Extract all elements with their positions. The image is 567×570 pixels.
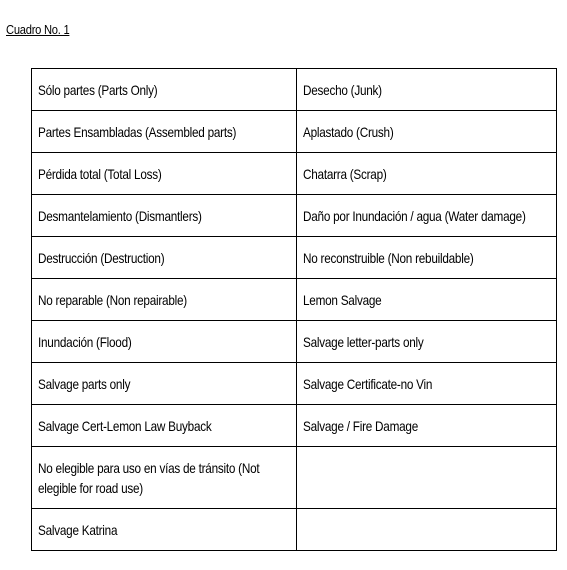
- table-cell: [297, 447, 557, 509]
- table-cell: Salvage Certificate-no Vin: [297, 363, 557, 405]
- table-row: [32, 153, 557, 195]
- table-cell: Salvage Katrina: [32, 509, 297, 551]
- table-row: [32, 279, 557, 321]
- table-cell: Daño por Inundación / agua (Water damage): [297, 195, 557, 237]
- table-cell: Salvage parts only: [32, 363, 297, 405]
- table-row: [32, 321, 557, 363]
- table-cell: No reconstruible (Non rebuildable): [297, 237, 557, 279]
- table-cell: Aplastado (Crush): [297, 111, 557, 153]
- table-cell: Chatarra (Scrap): [297, 153, 557, 195]
- table-row: [32, 363, 557, 405]
- table-cell: Desmantelamiento (Dismantlers): [32, 195, 297, 237]
- table-cell: Sólo partes (Parts Only): [32, 69, 297, 111]
- table-cell: Salvage letter-parts only: [297, 321, 557, 363]
- table-caption: Cuadro No. 1: [6, 22, 70, 37]
- table-cell: Destrucción (Destruction): [32, 237, 297, 279]
- table-row: [32, 69, 557, 111]
- table-row: [32, 509, 557, 551]
- table-cell: [297, 509, 557, 551]
- table-cell: Pérdida total (Total Loss): [32, 153, 297, 195]
- table-cell: No reparable (Non repairable): [32, 279, 297, 321]
- table-cell: Inundación (Flood): [32, 321, 297, 363]
- table-cell: Salvage / Fire Damage: [297, 405, 557, 447]
- table-cell: Partes Ensambladas (Assembled parts): [32, 111, 297, 153]
- table-cell: Salvage Cert-Lemon Law Buyback: [32, 405, 297, 447]
- table-cell: Desecho (Junk): [297, 69, 557, 111]
- table-row: [32, 405, 557, 447]
- table-row: [32, 111, 557, 153]
- table-row: [32, 195, 557, 237]
- table-cell: Lemon Salvage: [297, 279, 557, 321]
- table-row: [32, 447, 557, 509]
- salvage-terms-table: [31, 68, 557, 551]
- table-cell: No elegible para uso en vías de tránsito (Not elegible for road use): [32, 447, 297, 509]
- table-row: [32, 237, 557, 279]
